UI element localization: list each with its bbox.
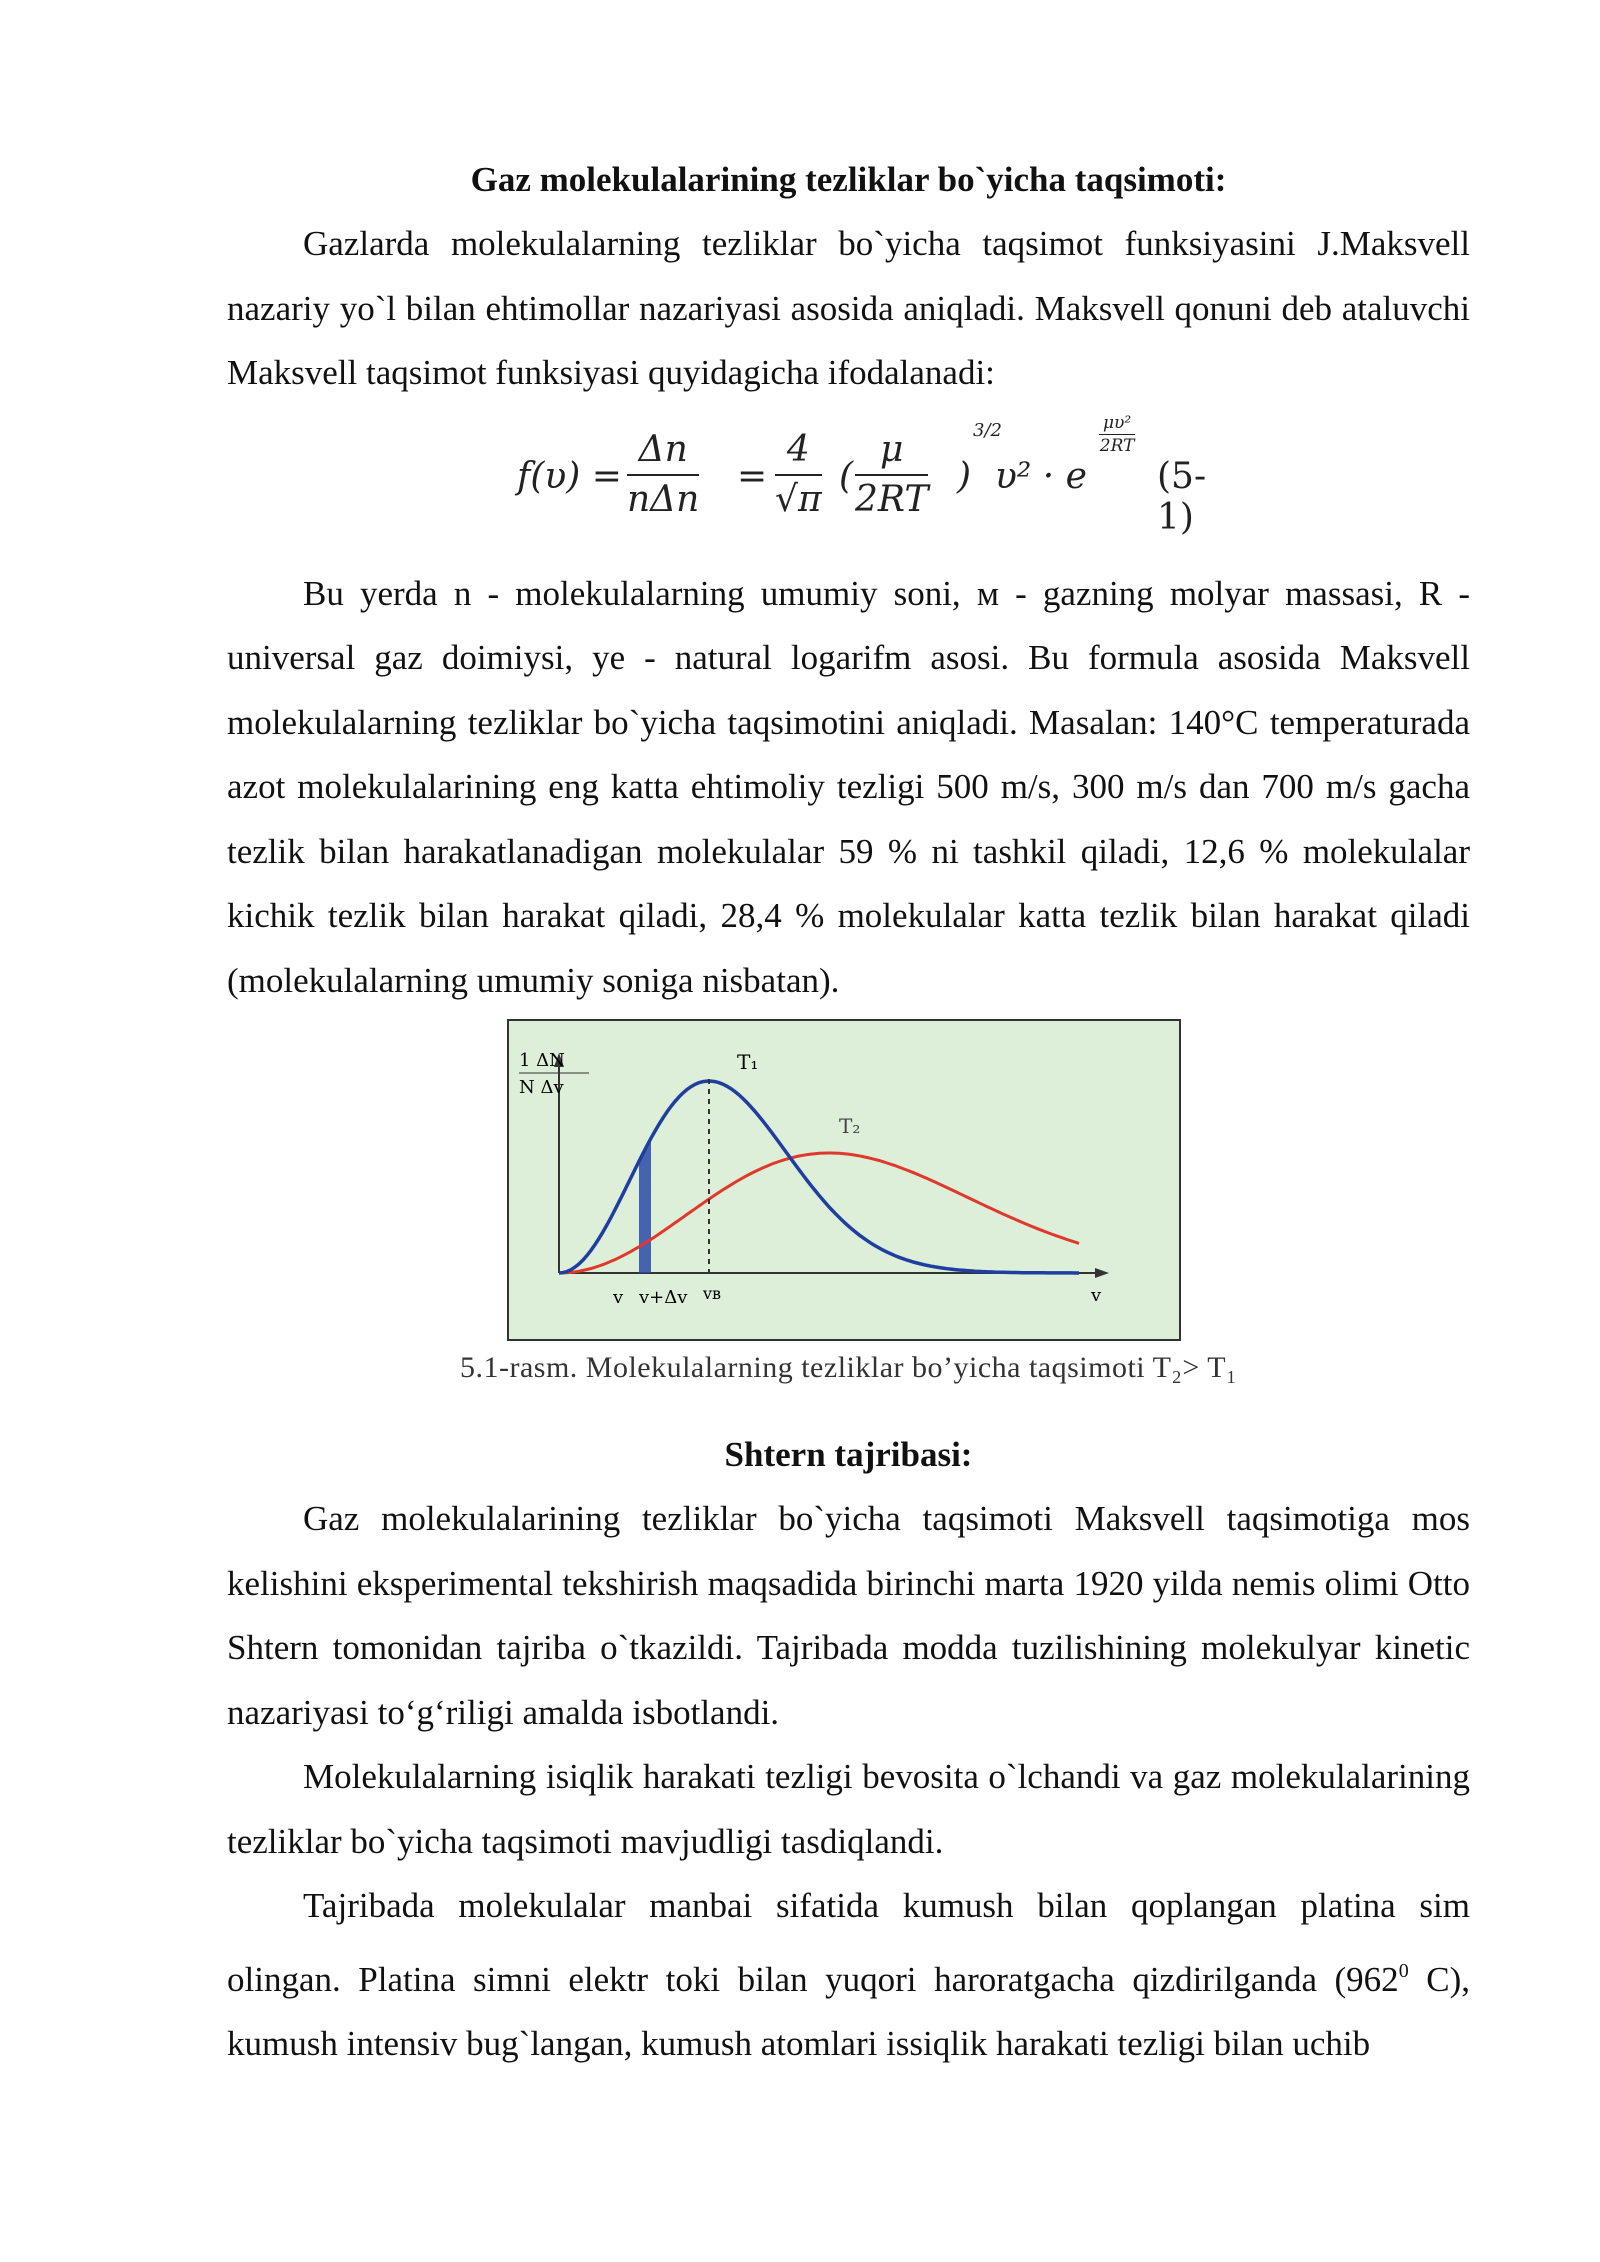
formula-v-squared: υ² · e — [995, 455, 1087, 497]
tick-v: v — [613, 1287, 624, 1308]
formula-frac1-num: Δn — [627, 426, 699, 476]
document-content — [227, 148, 1470, 2077]
paragraph-shtern-3a: Tajribada molekulalar manbai sifatida kumush bilan qoplangan platina sim olingan. Platina simni elektr toki bilan yuqori haroratgacha qizdirilganda (962 — [227, 1886, 1470, 1999]
tick-vb: vв — [703, 1284, 722, 1303]
formula-frac2-den: √π — [775, 478, 822, 520]
formula-power: 3/2 — [973, 419, 1002, 441]
tick-v-dv: v+Δv — [639, 1287, 688, 1308]
formula-frac3-den: 2RT — [855, 478, 929, 520]
formula-label: (5-1) — [1157, 455, 1207, 538]
distribution-chart — [509, 1021, 1179, 1339]
y-label-top: 1 ΔN — [519, 1050, 565, 1071]
formula-exponent — [1099, 412, 1135, 457]
label-t1: T₁ — [737, 1050, 759, 1074]
curve-t2 — [559, 1153, 1079, 1273]
paragraph-intro: Gazlarda molekulalarning tezliklar bo`yicha taqsimot funksiyasini J.Maksvell nazariy yo`l bilan ehtimollar nazariyasi asosida aniqladi. Maksvell qonuni deb ataluvchi Maksvell taqsimot funksiyasi quyidagicha ifodalanadi: — [227, 224, 1470, 392]
formula-frac2-num: 4 — [775, 426, 822, 476]
label-t2: T₂ — [839, 1114, 861, 1138]
paragraph-shtern-2: Molekulalarning isiqlik harakati tezligi bevosita o`lchandi va gaz molekulalarining tezliklar bo`yicha taqsimoti mavjudligi tasdiqlandi. — [227, 1757, 1470, 1861]
heading-maxwell: Gaz molekulalarining tezliklar bo`yicha taqsimoti: — [470, 160, 1227, 199]
y-label-bottom: N Δv — [519, 1077, 564, 1098]
formula-frac1-den: nΔn — [627, 478, 700, 520]
figure-caption: 5.1-rasm. Molekulalarning tezliklar bo’yicha taqsimoti T₂> T₁ — [459, 1351, 1238, 1384]
formula-paren-close: ) — [957, 455, 972, 497]
formula-fraction-3 — [855, 426, 928, 524]
paragraph-shtern-3b: C), kumush intensiv bug`langan, kumush atomlari issiqlik harakati tezligi bilan uchib — [227, 1959, 1470, 2063]
figure-plot-box — [507, 1019, 1181, 1341]
degree-superscript: 0 — [1398, 1959, 1409, 1982]
curve-t1 — [559, 1081, 1079, 1273]
formula-paren-open: ( — [839, 455, 854, 497]
heading-shtern: Shtern tajribasi: — [724, 1435, 973, 1474]
paragraph-explanation: Bu yerda n - molekulalarning umumiy soni, м - gazning molyar massasi, R -universal gaz doimiysi, ye - natural logarifm asosi. Bu formula asosida Maksvell molekulalarning tezliklar bo`yicha taqsimotini aniqladi. Masalan: 140°C temperaturada azot molekulalarining eng katta ehtimoliy tezligi 500 m/s, 300 m/s dan 700 m/s gacha tezlik bilan harakatlanadigan molekulalar 59 % ni tashkil qiladi, 12,6 % molekulalar kichik tezlik bilan harakat qiladi, 28,4 % molekulalar katta tezlik bilan harakat qiladi (molekulalarning umumiy soniga nisbatan). — [227, 573, 1470, 1000]
formula-body — [517, 412, 1217, 552]
x-axis-arrow — [1095, 1268, 1109, 1278]
formula-exp-num: μυ² — [1099, 412, 1135, 435]
formula-exp-den: 2RT — [1099, 435, 1135, 456]
formula-fraction-1 — [627, 426, 699, 524]
figure-maxwell-distribution — [227, 1013, 1470, 1423]
formula-fraction-2 — [775, 426, 822, 524]
formula-frac3-num: μ — [855, 426, 928, 476]
maxwell-formula — [227, 412, 1470, 552]
x-label: v — [1091, 1285, 1102, 1306]
formula-equals: = — [737, 455, 768, 497]
paragraph-shtern-1: Gaz molekulalarining tezliklar bo`yicha taqsimoti Maksvell taqsimotiga mos kelishini eksperimental tekshirish maqsadida birinchi marta 1920 yilda nemis olimi Otto Shtern tomonidan tajriba o`tkazildi. Tajribada modda tuzilishining molekulyar kinetic nazariyasi to‘g‘riligi amalda isbotlandi. — [227, 1499, 1470, 1732]
formula-lhs: f(υ) = — [517, 455, 622, 497]
paragraph-shtern-3 — [227, 1874, 1470, 2077]
